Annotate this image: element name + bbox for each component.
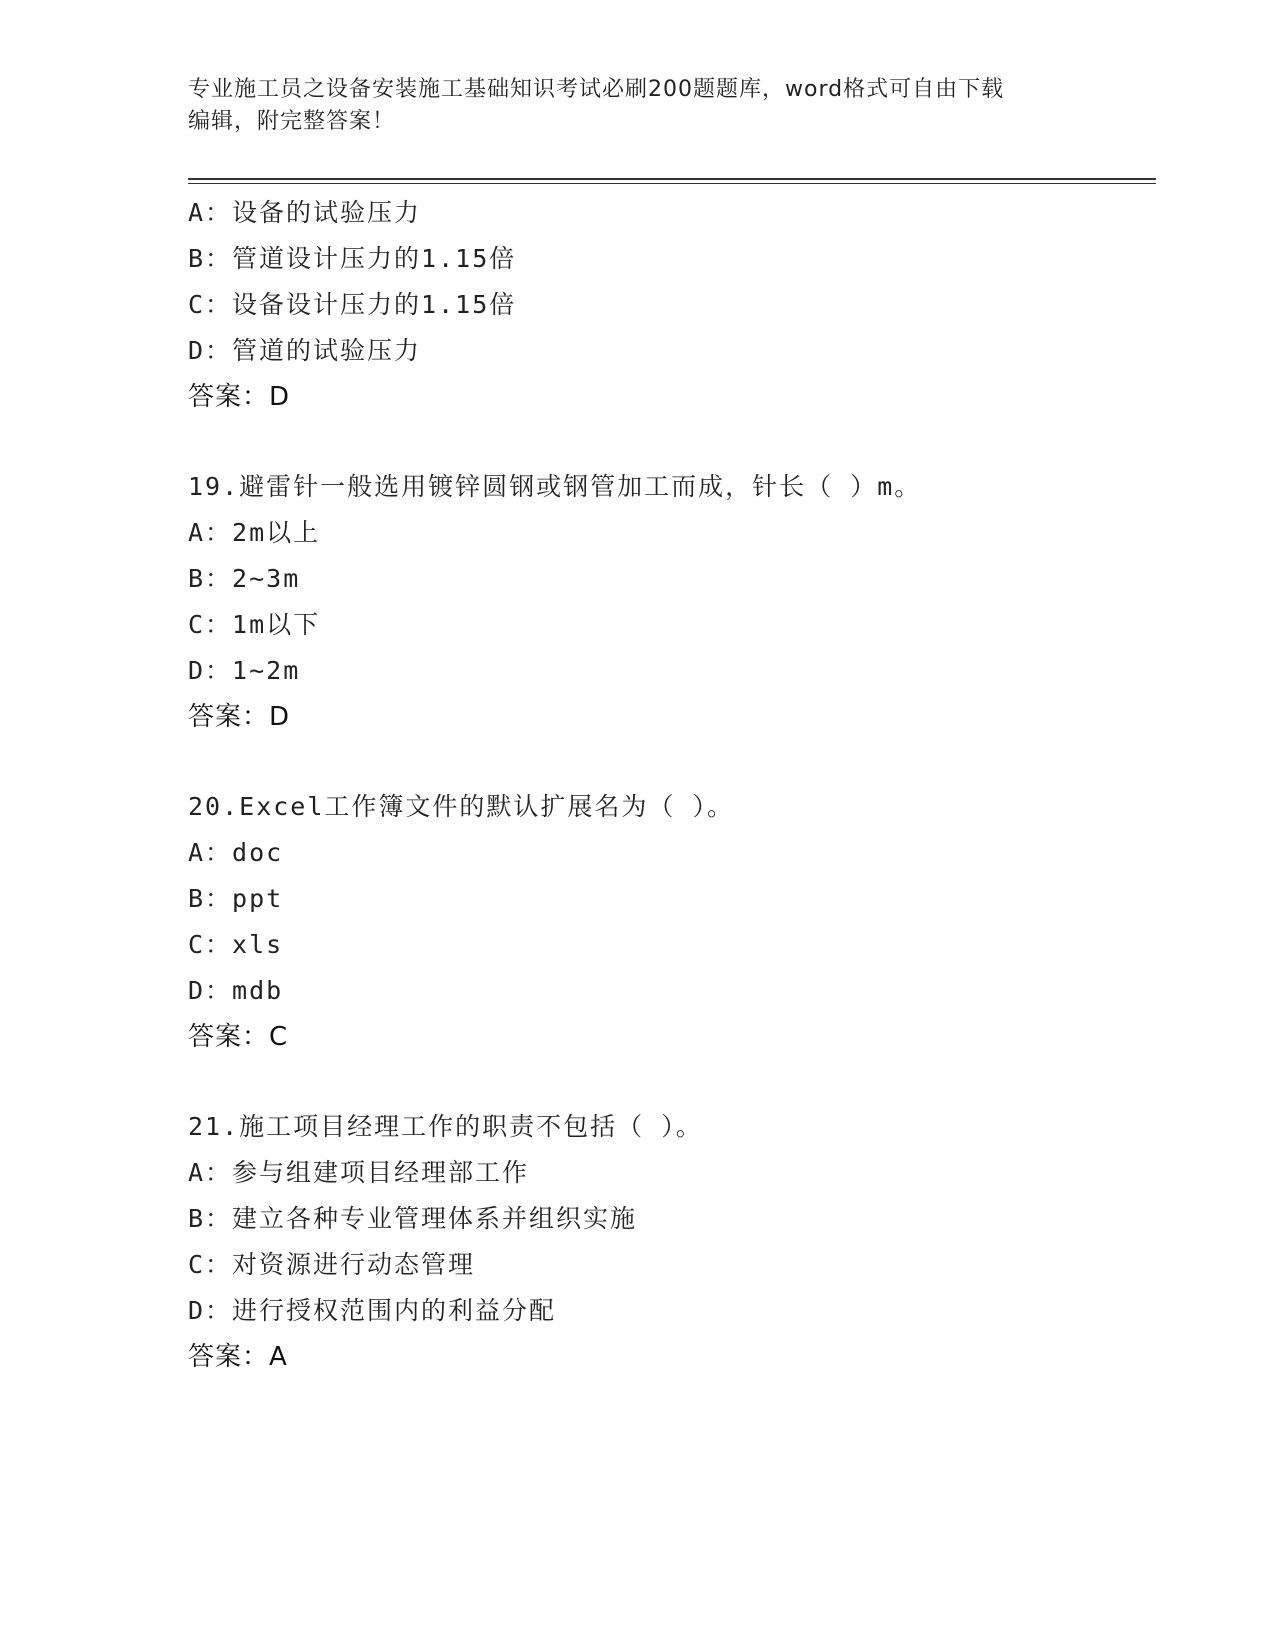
- document-header: [188, 74, 1068, 138]
- header-title-line-2: 编辑，附完整答案！: [188, 109, 396, 134]
- header-divider-thin: [188, 183, 1156, 184]
- question-text: 21.施工项目经理工作的职责不包括（ ）。: [188, 1112, 703, 1141]
- option-d: D：mdb: [188, 976, 284, 1005]
- option-c: C：xls: [188, 930, 284, 959]
- answer-line: 答案：A: [188, 1342, 288, 1372]
- option-b: B：管道设计压力的1.15倍: [188, 244, 517, 273]
- question-block-21: [188, 1104, 1156, 1380]
- header-title-line-1: 专业施工员之设备安装施工基础知识考试必刷200题题库，word格式可自由下载: [188, 77, 1005, 102]
- question-block-18: [188, 190, 1156, 420]
- answer-line: 答案：D: [188, 702, 291, 732]
- option-a: A：2m以上: [188, 518, 321, 547]
- option-c: C：1m以下: [188, 610, 321, 639]
- question-text: 20.Excel工作簿文件的默认扩展名为（ ）。: [188, 792, 734, 821]
- option-b: B：建立各种专业管理体系并组织实施: [188, 1204, 638, 1233]
- question-block-19: [188, 464, 1156, 740]
- question-text: 19.避雷针一般选用镀锌圆钢或钢管加工而成，针长（ ）m。: [188, 472, 922, 501]
- option-b: B：2~3m: [188, 564, 301, 593]
- option-d: D：1~2m: [188, 656, 301, 685]
- option-a: A：doc: [188, 838, 284, 867]
- option-c: C：对资源进行动态管理: [188, 1250, 476, 1279]
- question-list: [188, 190, 1156, 1380]
- option-c: C：设备设计压力的1.15倍: [188, 290, 517, 319]
- option-d: D：管道的试验压力: [188, 336, 422, 365]
- spacer: [188, 1060, 1156, 1104]
- answer-line: 答案：C: [188, 1022, 289, 1052]
- answer-line: 答案：D: [188, 382, 291, 412]
- option-a: A：设备的试验压力: [188, 198, 422, 227]
- spacer: [188, 740, 1156, 784]
- header-divider-thick: [188, 178, 1156, 180]
- option-b: B：ppt: [188, 884, 284, 913]
- option-a: A：参与组建项目经理部工作: [188, 1158, 530, 1187]
- spacer: [188, 420, 1156, 464]
- question-block-20: [188, 784, 1156, 1060]
- option-d: D：进行授权范围内的利益分配: [188, 1296, 557, 1325]
